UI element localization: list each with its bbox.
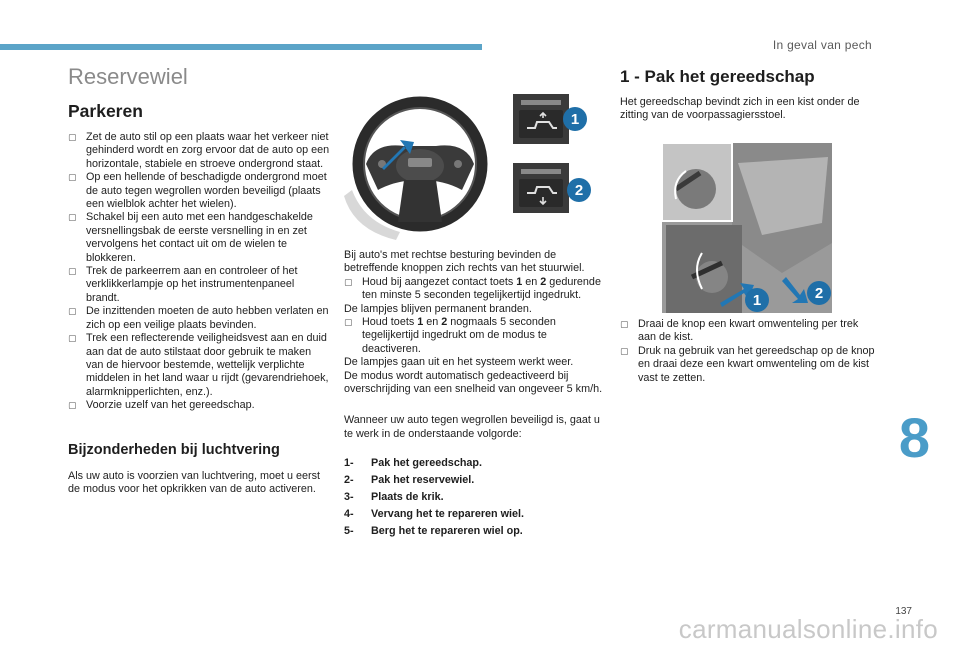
tools-intro: Het gereedschap bevindt zich in een kist onder de zitting van de voorpassagiersstoel. [620, 96, 860, 122]
callout-1-badge [562, 106, 588, 132]
list-item: ▢ Draai de knop een kwart omwenteling per trek aan de kist. [620, 318, 876, 345]
right-column [620, 66, 880, 123]
list-item: 1- Pak het gereedschap. [344, 457, 483, 470]
list-item: 3- Plaats de krik. [344, 491, 444, 504]
callout-1-number: 1 [752, 292, 762, 309]
wegrollen-text: Wanneer uw auto tegen wegrollen beveiligd is, gaat u te werk in de onderstaande volgorde: [344, 414, 600, 440]
rhd-intro: Bij auto's met rechtse besturing bevinden de betreffende knoppen zich rechts van het stuurwiel. [344, 249, 585, 275]
list-item: ▢ Schakel bij een auto met een handgeschakelde versnellingsbak de eerste versnelling in en zet vervolgens het contact uit om de wielen te blokkeren. [68, 211, 330, 265]
callout-1-badge [744, 287, 770, 313]
list-item: ▢ Houd bij aangezet contact toets 1 en 2 gedurende ten minste 5 seconden tegelijkertijd ingedrukt. [344, 276, 604, 303]
parkeren-list [68, 131, 330, 413]
list-item: ▢ Trek een reflecterende veiligheidsvest aan en duid aan dat de auto stilstaat door gebruik te maken van de hiervoor bestemde, wettelijk verplichte middelen in het land waar u rijdt (gevarendriehoek, alarmknipperlichten, enz.). [68, 332, 330, 399]
middle-column [344, 249, 604, 540]
list-item: ▢ Op een hellende of beschadigde ondergrond moet de auto tegen wegrollen worden beveiligd (plaats een wielblok achter het wielen). [68, 171, 330, 211]
steps-list [344, 455, 604, 540]
list-item: 4- Vervang het te repareren wiel. [344, 508, 525, 521]
callout-1-number: 1 [570, 111, 580, 128]
list-item: ▢ Voorzie uzelf van het gereedschap. [68, 399, 330, 412]
page-title: Reservewiel [68, 64, 188, 89]
permanent-text: De lampjes blijven permanent branden. [344, 302, 532, 315]
callout-2-badge [566, 177, 592, 203]
callout-2-badge [806, 280, 832, 306]
list-item: ▢ Druk na gebruik van het gereedschap op de knop en draai deze een kwart omwenteling om de kist vast te zetten. [620, 345, 876, 385]
luchtvering-heading: Bijzonderheden bij luchtvering [68, 441, 280, 458]
page-number: 137 [895, 606, 912, 617]
chapter-number: 8 [898, 406, 930, 469]
header-accent-bar [0, 44, 482, 50]
tools-instructions [620, 318, 876, 385]
list-item: 5- Berg het te repareren wiel op. [344, 525, 523, 538]
callout-2-number: 2 [574, 182, 584, 199]
callout-2-number: 2 [814, 285, 824, 302]
button-panel-2 [513, 163, 573, 213]
mode-list [344, 276, 604, 303]
section-title: In geval van pech [772, 38, 872, 52]
watermark: carmanualsonline.info [678, 614, 938, 644]
list-item: ▢ Trek de parkeerrem aan en controleer of het verklikkerlampje op het instrumentenpaneel brandt. [68, 265, 330, 305]
list-item: ▢ Houd toets 1 en 2 nogmaals 5 seconden tegelijkertijd ingedrukt om de modus te deactiveren. [344, 316, 604, 356]
list-item: 2- Pak het reservewiel. [344, 474, 475, 487]
auto-deactivate-text: De modus wordt automatisch gedeactiveerd bij overschrijding van een snelheid van ongeveer 5 km/h. [344, 369, 603, 396]
list-item: ▢ Zet de auto stil op een plaats waar het verkeer niet gehinderd wordt en zorg ervoor dat de auto op een horizontale, stabiele en stroeve ondergrond staat. [68, 131, 330, 171]
parkeren-heading: Parkeren [68, 101, 143, 121]
list-item: ▢ De inzittenden moeten de auto hebben verlaten en zich op een veilige plaats bevinden. [68, 305, 330, 332]
luchtvering-text: Als uw auto is voorzien van luchtvering, moet u eerst de modus voor het opkrikken van de auto activeren. [68, 469, 321, 495]
off-text: De lampjes gaan uit en het systeem werkt weer. [344, 356, 574, 369]
tools-list [620, 318, 876, 385]
tools-heading: 1 - Pak het gereedschap [620, 67, 815, 86]
left-column [68, 62, 330, 496]
